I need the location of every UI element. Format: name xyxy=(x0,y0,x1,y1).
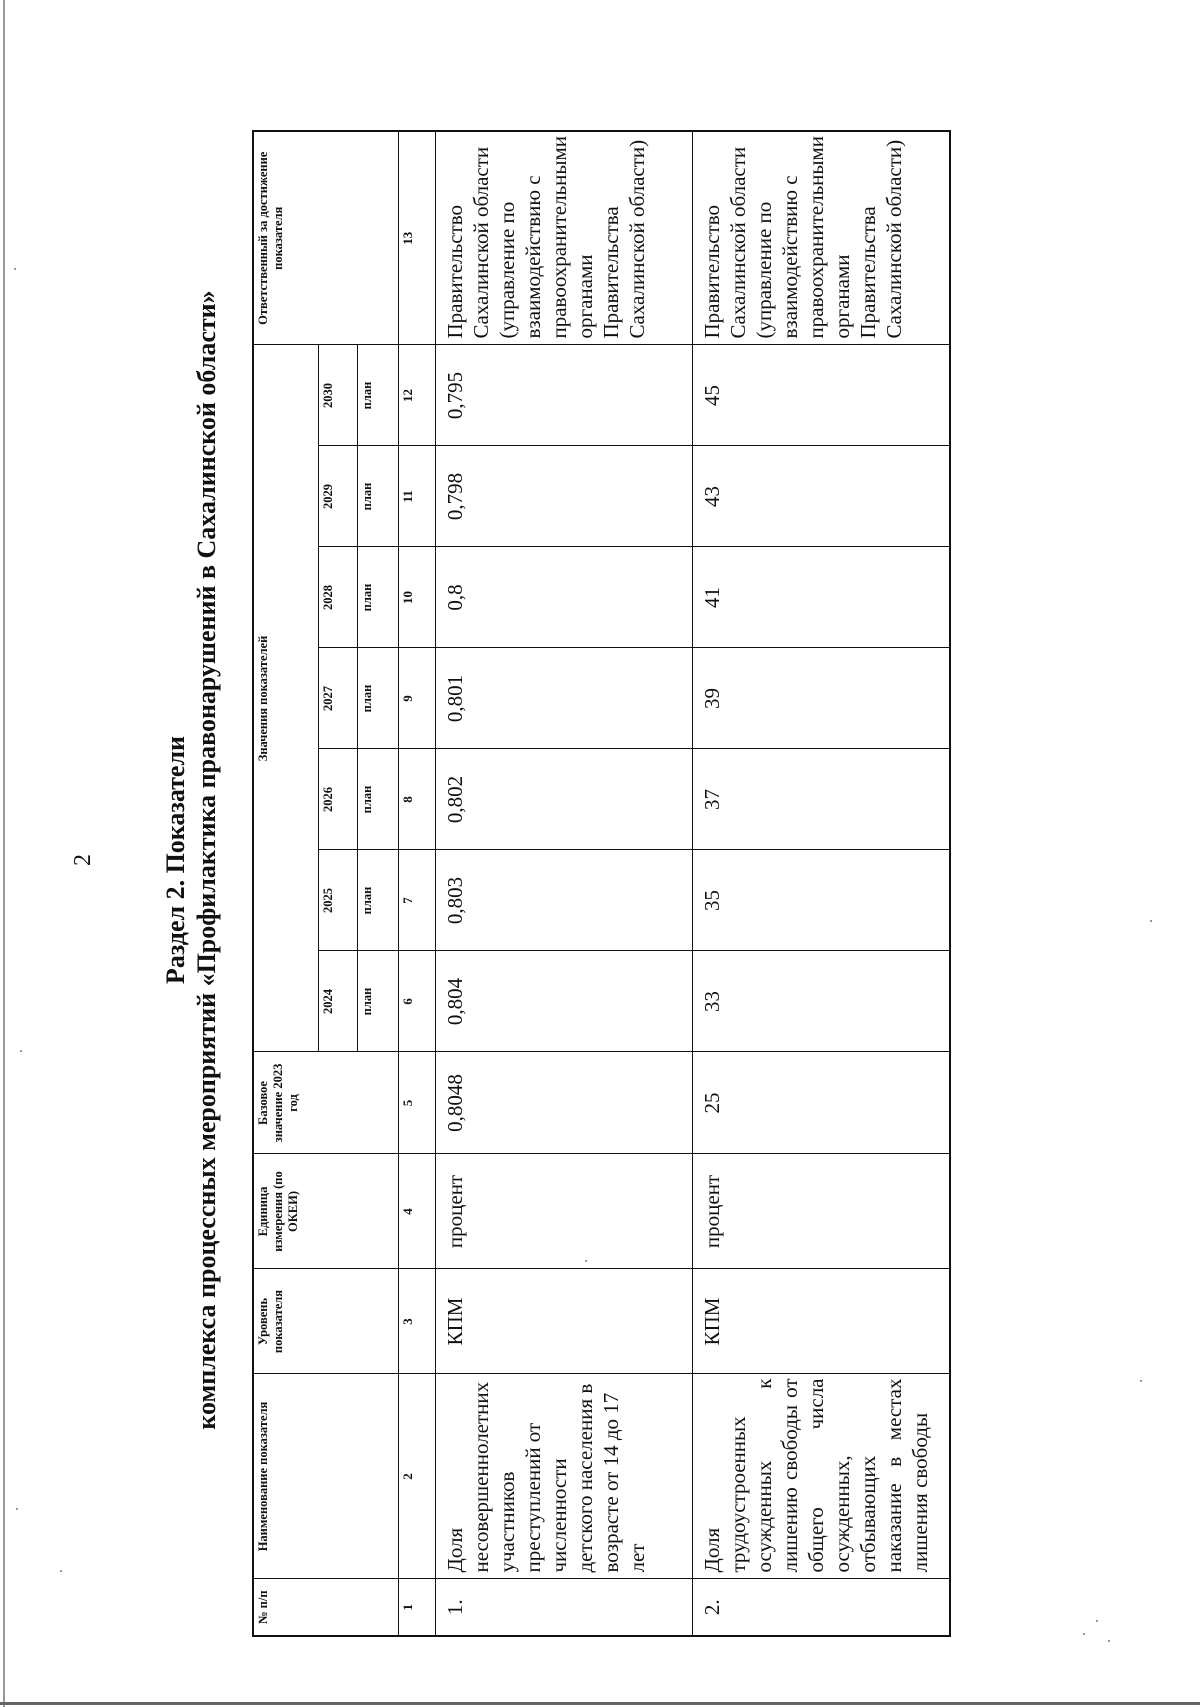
value-2029: 0,798 xyxy=(436,446,693,547)
column-number: 8 xyxy=(399,749,436,850)
column-number: 9 xyxy=(399,648,436,749)
header-level: Уровень показателя xyxy=(253,1269,399,1374)
column-number: 12 xyxy=(399,345,436,446)
column-number: 7 xyxy=(399,850,436,951)
indicator-level: КПМ xyxy=(693,1269,951,1374)
indicator-unit: процент xyxy=(436,1154,693,1269)
value-2030: 45 xyxy=(693,345,951,446)
header-year-2029: 2029 xyxy=(319,446,358,547)
column-number: 2 xyxy=(399,1374,436,1579)
header-responsible: Ответственный за достижение показателя xyxy=(253,131,399,345)
header-plan: план xyxy=(358,951,399,1052)
header-unit: Единица измерения (по ОКЕИ) xyxy=(253,1154,399,1269)
row-num: 1. xyxy=(436,1579,693,1636)
column-number: 13 xyxy=(399,131,436,345)
column-number: 4 xyxy=(399,1154,436,1269)
value-2025: 0,803 xyxy=(436,850,693,951)
responsible: Правительство Сахалинской области (управление по взаимодействию с правоохранительными органами Правительства Сахалинской области) xyxy=(436,131,693,345)
base-value: 25 xyxy=(693,1052,951,1154)
column-number: 10 xyxy=(399,547,436,648)
value-2028: 0,8 xyxy=(436,547,693,648)
table-row xyxy=(693,131,951,1636)
value-2030: 0,795 xyxy=(436,345,693,446)
indicator-name: Доля трудоустроенных осужденных к лишению свободы от общего числа осужденных, отбывающих наказание в местах лишения свободы xyxy=(693,1374,951,1579)
value-2029: 43 xyxy=(693,446,951,547)
value-2025: 35 xyxy=(693,850,951,951)
header-base: Базовое значение 2023 год xyxy=(253,1052,399,1154)
header-plan: план xyxy=(358,547,399,648)
value-2024: 33 xyxy=(693,951,951,1052)
title-line-1: Раздел 2. Показатели xyxy=(161,735,190,985)
header-year-2027: 2027 xyxy=(319,648,358,749)
value-2026: 37 xyxy=(693,749,951,850)
section-title xyxy=(160,50,222,1670)
header-plan: план xyxy=(358,446,399,547)
column-number: 3 xyxy=(399,1269,436,1374)
column-number: 1 xyxy=(399,1579,436,1636)
column-number: 5 xyxy=(399,1052,436,1154)
value-2027: 0,801 xyxy=(436,648,693,749)
responsible: Правительство Сахалинской области (управление по взаимодействию с правоохранительными органами Правительства Сахалинской области) xyxy=(693,131,951,345)
indicators-table xyxy=(252,130,951,1637)
header-values-group: Значения показателей xyxy=(253,345,319,1052)
indicator-name: Доля несовершеннолетних участников преступлений от численности детского населения в возрасте от 14 до 17 лет xyxy=(436,1374,693,1579)
column-number-row xyxy=(399,131,436,1636)
header-plan: план xyxy=(358,850,399,951)
header-year-2028: 2028 xyxy=(319,547,358,648)
header-year-2024: 2024 xyxy=(319,951,358,1052)
header-plan: план xyxy=(358,749,399,850)
scan-edge-left xyxy=(3,0,5,1707)
table-row xyxy=(436,131,693,1636)
header-name: Наименование показателя xyxy=(253,1374,399,1579)
scan-edge-bottom xyxy=(0,1702,1200,1705)
page-number: 2 xyxy=(70,854,96,866)
header-num: № п/п xyxy=(253,1579,399,1636)
header-year-2030: 2030 xyxy=(319,345,358,446)
header-year-2025: 2025 xyxy=(319,850,358,951)
indicator-unit: процент xyxy=(693,1154,951,1269)
row-num: 2. xyxy=(693,1579,951,1636)
header-plan: план xyxy=(358,345,399,446)
column-number: 6 xyxy=(399,951,436,1052)
base-value: 0,8048 xyxy=(436,1052,693,1154)
title-line-2: комплекса процессных мероприятий «Профилактика правонарушений в Сахалинской области» xyxy=(192,290,221,1430)
value-2024: 0,804 xyxy=(436,951,693,1052)
value-2027: 39 xyxy=(693,648,951,749)
value-2026: 0,802 xyxy=(436,749,693,850)
value-2028: 41 xyxy=(693,547,951,648)
indicator-level: КПМ xyxy=(436,1269,693,1374)
header-plan: план xyxy=(358,648,399,749)
column-number: 11 xyxy=(399,446,436,547)
header-year-2026: 2026 xyxy=(319,749,358,850)
rotated-document xyxy=(60,50,1200,1670)
